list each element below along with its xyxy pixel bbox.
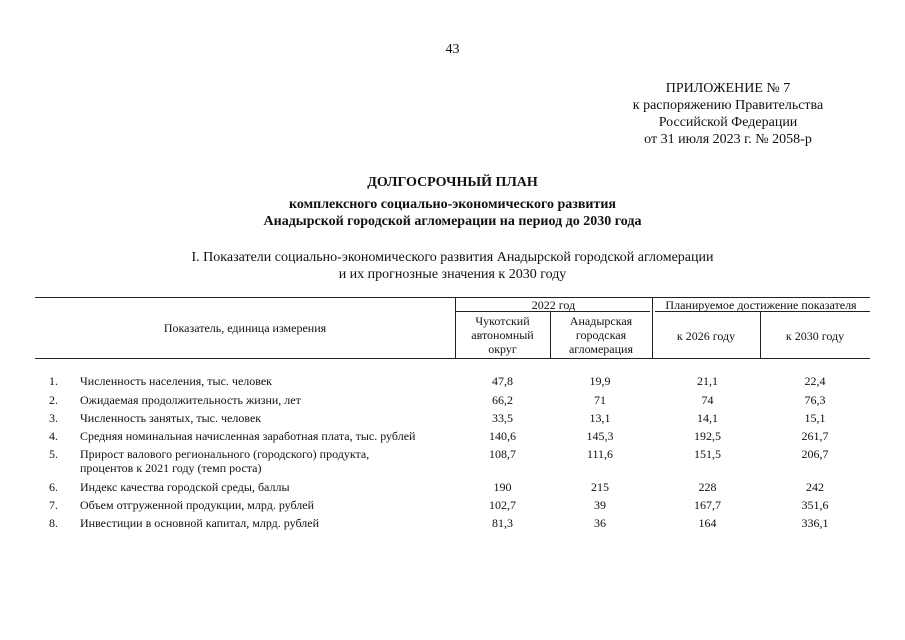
- header-anadyr-line: Анадырская: [569, 314, 633, 328]
- value-anadyr: 71: [594, 393, 606, 407]
- value-chukotka: 108,7: [489, 447, 516, 461]
- value-2030: 261,7: [801, 429, 829, 443]
- appendix-number: ПРИЛОЖЕНИЕ № 7: [665, 81, 791, 96]
- row-indicator-line: процентов к 2021 году (темп роста): [80, 461, 262, 475]
- appendix-authority: Российской Федерации: [658, 115, 798, 130]
- document-subtitle: [0, 196, 905, 230]
- subtitle-line-1: комплексного социально-экономического развития: [288, 197, 617, 212]
- value-2030: 15,1: [804, 411, 826, 425]
- value-2030: 22,4: [804, 374, 826, 388]
- appendix-reference: к распоряжению Правительства: [632, 98, 824, 113]
- header-bottom-rule: [35, 358, 870, 359]
- value-2030: 242: [806, 480, 824, 494]
- value-anadyr: 36: [594, 516, 606, 530]
- value-2026: 21,1: [697, 374, 718, 388]
- header-anadyr-line: агломерация: [568, 342, 633, 356]
- row-number: 4.: [49, 429, 58, 443]
- value-chukotka: 140,6: [489, 429, 516, 443]
- section-title-line-2: и их прогнозные значения к 2030 году: [338, 267, 567, 282]
- header-chukotka-line: Чукотский: [475, 314, 530, 328]
- appendix-block: [613, 80, 843, 148]
- value-chukotka: 33,5: [492, 411, 513, 425]
- document-title: ДОЛГОСРОЧНЫЙ ПЛАН: [367, 175, 538, 190]
- value-2026: 151,5: [694, 447, 721, 461]
- value-2030: 351,6: [801, 498, 829, 512]
- value-2026: 14,1: [697, 411, 718, 425]
- value-2030: 336,1: [801, 516, 829, 530]
- header-anadyr-line: городская: [575, 328, 627, 342]
- value-anadyr: 111,6: [586, 447, 614, 461]
- header-2026: к 2026 году: [676, 329, 736, 343]
- header-chukotka: [455, 314, 550, 356]
- value-2026: 164: [698, 516, 717, 530]
- value-chukotka: 81,3: [492, 516, 513, 530]
- header-anadyr: [550, 314, 652, 356]
- value-2026: 228: [698, 480, 717, 494]
- row-indicator: Инвестиции в основной капитал, млрд. рублей: [80, 516, 320, 530]
- row-indicator: Индекс качества городской среды, баллы: [80, 480, 290, 494]
- row-number: 2.: [49, 393, 58, 407]
- value-2026: 167,7: [694, 498, 721, 512]
- row-indicator: Средняя номинальная начисленная заработная плата, тыс. рублей: [80, 429, 416, 443]
- value-chukotka: 66,2: [492, 393, 513, 407]
- row-indicator: Ожидаемая продолжительность жизни, лет: [80, 393, 301, 407]
- section-title-line-1: I. Показатели социально-экономического развития Анадырской городской агломерации: [191, 250, 714, 265]
- header-indicator: Показатель, единица измерения: [163, 321, 327, 335]
- row-number: 3.: [49, 411, 58, 425]
- value-chukotka: 190: [493, 480, 512, 494]
- value-anadyr: 39: [594, 498, 606, 512]
- section-title: [0, 249, 905, 283]
- row-number: 1.: [49, 374, 58, 388]
- value-anadyr: 145,3: [586, 429, 614, 443]
- value-anadyr: 13,1: [589, 411, 611, 425]
- value-2026: 192,5: [694, 429, 721, 443]
- row-number: 7.: [49, 498, 58, 512]
- value-anadyr: 19,9: [589, 374, 611, 388]
- row-indicator: [80, 447, 460, 475]
- row-number: 6.: [49, 480, 58, 494]
- header-group-2022: 2022 год: [531, 298, 576, 312]
- page-number: 43: [445, 42, 460, 57]
- value-2026: 74: [701, 393, 714, 407]
- header-chukotka-line: автономный: [471, 328, 534, 342]
- header-chukotka-line: округ: [488, 342, 517, 356]
- value-chukotka: 47,8: [492, 374, 513, 388]
- row-indicator: Объем отгруженной продукции, млрд. рублей: [80, 498, 315, 512]
- subtitle-line-2: Анадырской городской агломерации на период до 2030 года: [263, 214, 642, 229]
- value-anadyr: 215: [591, 480, 609, 494]
- row-indicator: Численность населения, тыс. человек: [80, 374, 273, 388]
- row-indicator-line: Прирост валового регионального (городского) продукта,: [80, 447, 370, 461]
- header-group-planned: Планируемое достижение показателя: [665, 298, 857, 312]
- value-2030: 206,7: [801, 447, 829, 461]
- value-2030: 76,3: [804, 393, 826, 407]
- row-number: 5.: [49, 447, 58, 461]
- header-2030: к 2030 году: [785, 329, 845, 343]
- appendix-date: от 31 июля 2023 г. № 2058-р: [644, 132, 812, 147]
- value-chukotka: 102,7: [489, 498, 516, 512]
- row-indicator: Численность занятых, тыс. человек: [80, 411, 262, 425]
- row-number: 8.: [49, 516, 58, 530]
